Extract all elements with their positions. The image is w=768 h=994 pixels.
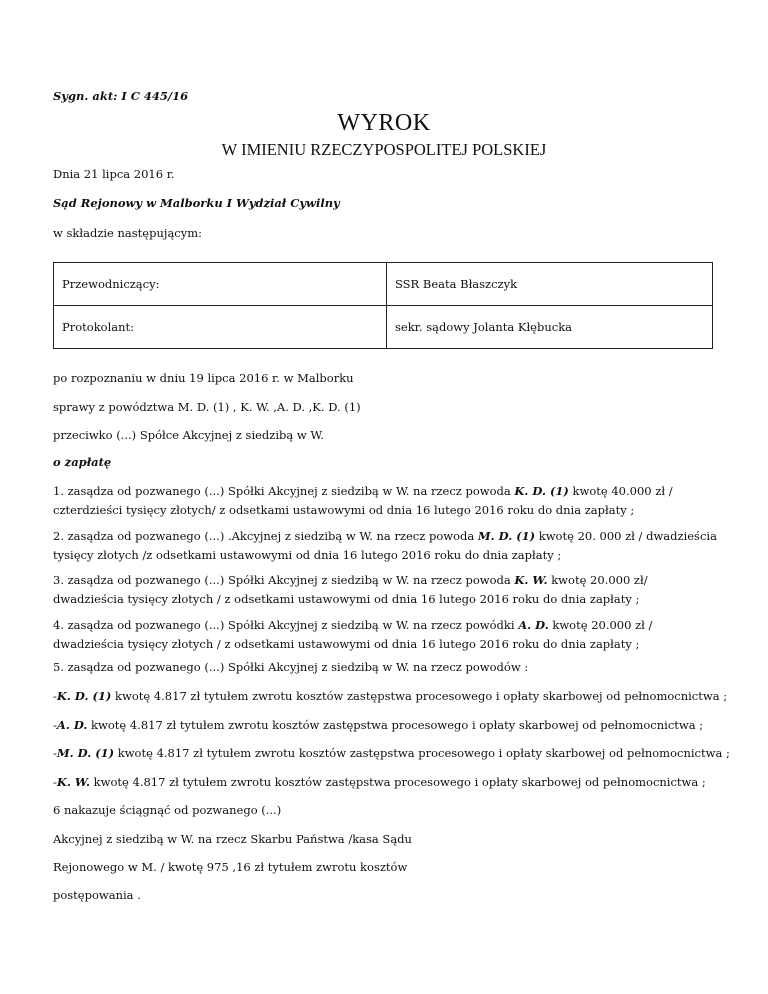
item-text: kwotę 20. 000 zł / dwadzieścia tysięcy złotych /z odsetkami ustawowymi od dnia 16 lutego 2016 roku do dnia zapłaty ; bbox=[53, 529, 717, 562]
item-text: kwotę 20.000 zł/ dwadzieścia tysięcy złotych / z odsetkami ustawowymi od dnia 16 lutego 2016 roku do dnia zapłaty ; bbox=[53, 573, 648, 606]
dash: - bbox=[53, 689, 57, 703]
dash: - bbox=[53, 718, 57, 732]
ruling-item-6-line-2: Akcyjnej z siedzibą w W. na rzecz Skarbu Państwa /kasa Sądu bbox=[53, 832, 412, 846]
item-text: 1. zasądza od pozwanego (...) Spółki Akcyjnej z siedzibą w W. na rzecz powoda bbox=[53, 484, 515, 498]
cost-line-4 bbox=[53, 775, 706, 789]
panel-role: Przewodniczący: bbox=[54, 263, 387, 306]
document-subtitle: W IMIENIU RZECZYPOSPOLITEJ POLSKIEJ bbox=[221, 140, 547, 159]
party-name: A. D. bbox=[56, 718, 88, 732]
court-panel-table bbox=[53, 262, 713, 349]
party-name: K. D. (1) bbox=[56, 689, 112, 703]
cost-line-2 bbox=[53, 718, 703, 732]
court-name: Sąd Rejonowy w Malborku I Wydział Cywilny bbox=[53, 196, 340, 210]
panel-person: SSR Beata Błaszczyk bbox=[387, 263, 713, 306]
ruling-item-4 bbox=[53, 616, 718, 654]
dash: - bbox=[53, 775, 57, 789]
party-name: K. W. bbox=[56, 775, 91, 789]
case-signature: Sygn. akt: I C 445/16 bbox=[53, 89, 189, 103]
dash: - bbox=[53, 746, 57, 760]
ruling-item-6-line-1: 6 nakazuje ściągnąć od pozwanego (...) bbox=[53, 803, 282, 817]
defendant-line: przeciwko (...) Spółce Akcyjnej z siedzibą w W. bbox=[53, 428, 324, 442]
ruling-item-3 bbox=[53, 571, 718, 609]
cost-text: kwotę 4.817 zł tytułem zwrotu kosztów zastępstwa procesowego i opłaty skarbowej od pełnomocnictwa ; bbox=[87, 718, 704, 732]
judgment-date: Dnia 21 lipca 2016 r. bbox=[53, 167, 175, 181]
table-row bbox=[54, 306, 713, 349]
case-parties-line: sprawy z powództwa M. D. (1) , K. W. ,A. D. ,K. D. (1) bbox=[53, 400, 361, 414]
cost-line-1 bbox=[53, 689, 727, 703]
ruling-item-6-line-3: Rejonowego w M. / kwotę 975 ,16 zł tytułem zwrotu kosztów bbox=[53, 860, 408, 874]
item-text: 2. zasądza od pozwanego (...) .Akcyjnej z siedzibą w W. na rzecz powoda bbox=[53, 529, 478, 543]
party-name: A. D. bbox=[518, 618, 549, 632]
cost-text: kwotę 4.817 zł tytułem zwrotu kosztów zastępstwa procesowego i opłaty skarbowej od pełnomocnictwa ; bbox=[90, 775, 706, 789]
ruling-item-6-line-4: postępowania . bbox=[53, 888, 141, 902]
cost-text: kwotę 4.817 zł tytułem zwrotu kosztów zastępstwa procesowego i opłaty skarbowej od pełnomocnictwa ; bbox=[111, 689, 728, 703]
hearing-line: po rozpoznaniu w dniu 19 lipca 2016 r. w Malborku bbox=[53, 371, 354, 385]
item-text: kwotę 20.000 zł / dwadzieścia tysięcy złotych / z odsetkami ustawowymi od dnia 16 lutego 2016 roku do dnia zapłaty ; bbox=[53, 618, 653, 651]
item-text: kwotę 40.000 zł / czterdzieści tysięcy złotych/ z odsetkami ustawowymi od dnia 16 lutego 2016 roku do dnia zapłaty ; bbox=[53, 484, 673, 517]
item-text: 4. zasądza od pozwanego (...) Spółki Akcyjnej z siedzibą w W. na rzecz powódki bbox=[53, 618, 519, 632]
party-name: M. D. (1) bbox=[56, 746, 115, 760]
ruling-item-5: 5. zasądza od pozwanego (...) Spółki Akcyjnej z siedzibą w W. na rzecz powodów : bbox=[53, 660, 529, 674]
case-subject: o zapłatę bbox=[53, 455, 112, 469]
party-name: K. D. (1) bbox=[514, 484, 569, 498]
table-row bbox=[54, 263, 713, 306]
panel-role: Protokolant: bbox=[54, 306, 387, 349]
panel-person: sekr. sądowy Jolanta Kłębucka bbox=[387, 306, 713, 349]
cost-text: kwotę 4.817 zł tytułem zwrotu kosztów zastępstwa procesowego i opłaty skarbowej od pełnomocnictwa ; bbox=[114, 746, 730, 760]
ruling-item-2 bbox=[53, 527, 718, 565]
document-title: WYROK bbox=[337, 110, 431, 136]
party-name: M. D. (1) bbox=[477, 529, 536, 543]
item-text: 3. zasądza od pozwanego (...) Spółki Akcyjnej z siedzibą w W. na rzecz powoda bbox=[53, 573, 515, 587]
composition-label: w składzie następującym: bbox=[53, 226, 203, 240]
party-name: K. W. bbox=[514, 573, 548, 587]
cost-line-3 bbox=[53, 746, 730, 760]
ruling-item-1 bbox=[53, 482, 718, 520]
